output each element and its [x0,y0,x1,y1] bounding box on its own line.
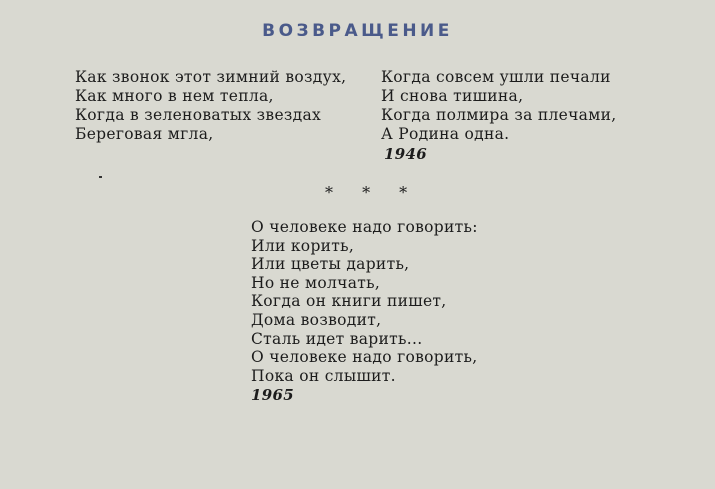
poem2-line: Сталь идет варить... [251,329,423,348]
poem2-line: Когда он книги пишет, [251,292,447,311]
poem1-line: Как много в нем тепла, [75,87,274,105]
poem-title: ВОЗВРАЩЕНИЕ [262,21,453,41]
section-separator: * * * [325,183,420,202]
poem1-line: И снова тишина, [381,87,524,105]
poem2-line: Но не молчать, [251,273,381,292]
poem1-left-column [75,68,346,144]
poem2-line: О человеке надо говорить: [251,218,478,236]
poem1-line: Когда полмира за плечами, [381,106,617,124]
poem1-line: А Родина одна. [381,125,510,143]
poem2-year: 1965 [251,386,294,405]
poem2-line: Дома возводит, [251,310,382,329]
poem2-column [251,218,478,405]
poem1-line: Когда в зеленоватых звездах [75,106,322,124]
poem1-right-column [381,68,616,164]
poem2-line: О человеке надо говорить, [251,348,478,367]
poem1-line: Как звонок этот зимний воздух, [75,68,347,86]
poem2-line: Или цветы дарить, [251,255,410,274]
poem1-line: Когда совсем ушли печали [381,68,611,86]
poem2-line: Или корить, [251,236,355,255]
poem1-year: 1946 [384,145,427,163]
print-speck [99,176,102,178]
poem2-line: Пока он слышит. [251,366,396,385]
poem1-line: Береговая мгла, [75,125,214,143]
